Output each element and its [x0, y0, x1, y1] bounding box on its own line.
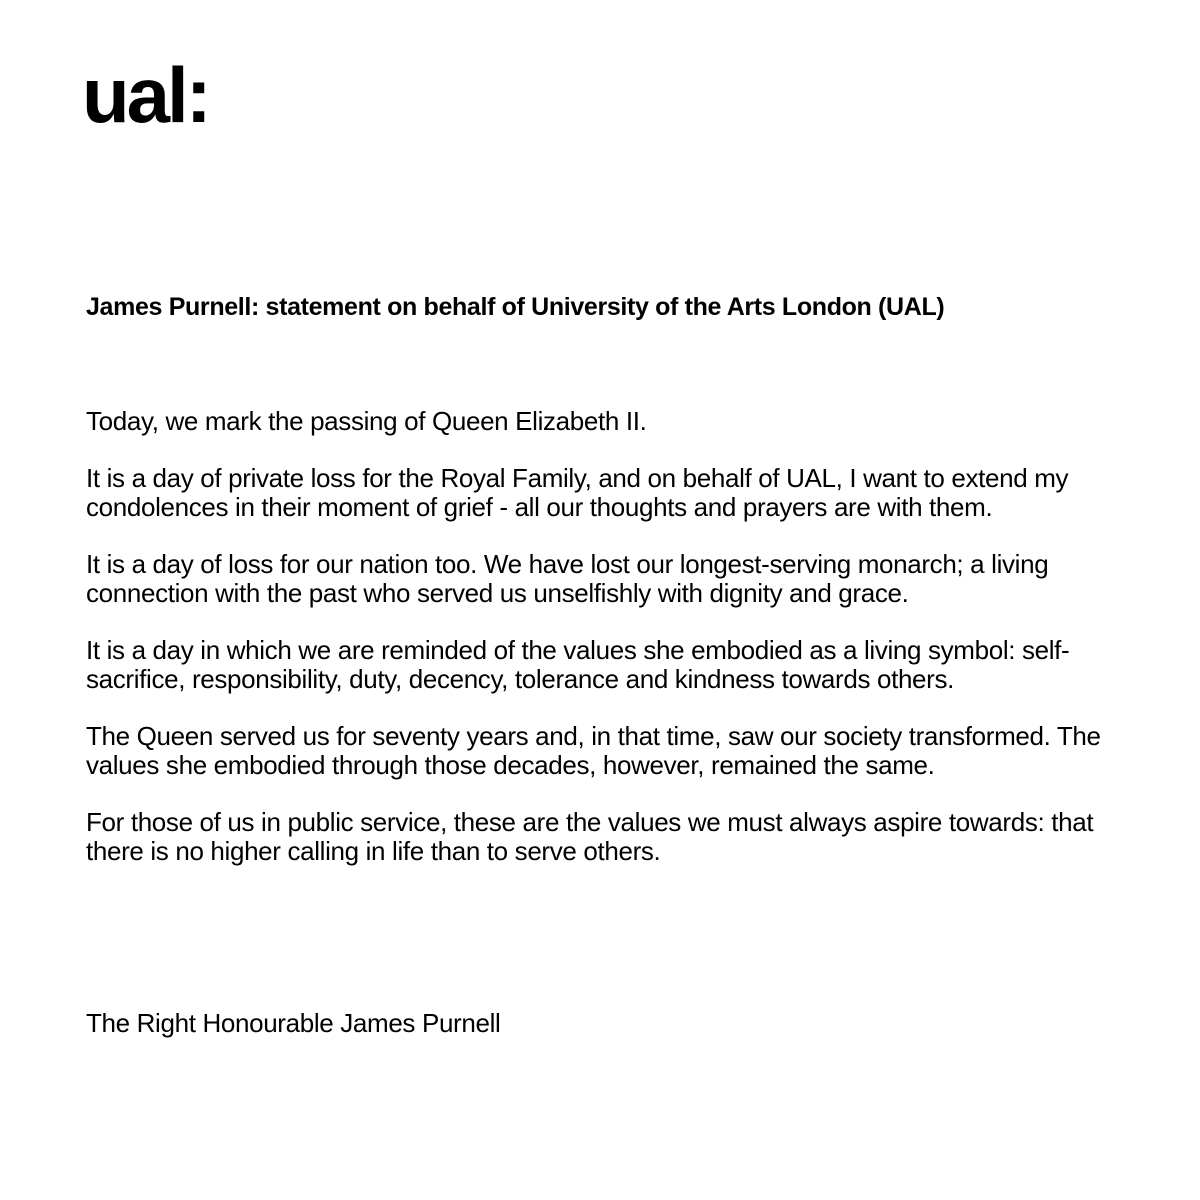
statement-paragraph: The Queen served us for seventy years and, in that time, saw our society transformed. The values she embodied through those decades, however, remained the same. [86, 721, 1101, 780]
ual-logo: ual: [82, 51, 209, 139]
statement-signature: The Right Honourable James Purnell [86, 1008, 501, 1038]
statement-paragraph: It is a day of loss for our nation too. We have lost our longest-serving monarch; a living connection with the past who served us unselfishly with dignity and grace. [86, 549, 1049, 608]
statement-body [86, 407, 1146, 894]
statement-paragraph: It is a day of private loss for the Royal Family, and on behalf of UAL, I want to extend my condolences in their moment of grief - all our thoughts and prayers are with them. [86, 463, 1069, 522]
statement-title: James Purnell: statement on behalf of University of the Arts London (UAL) [86, 293, 945, 321]
statement-paragraph: It is a day in which we are reminded of the values she embodied as a living symbol: self-sacrifice, responsibility, duty, decency, tolerance and kindness towards others. [86, 635, 1070, 694]
statement-paragraph: Today, we mark the passing of Queen Elizabeth II. [86, 406, 647, 436]
statement-paragraph: For those of us in public service, these are the values we must always aspire towards: that there is no higher calling in life than to serve others. [86, 807, 1094, 866]
